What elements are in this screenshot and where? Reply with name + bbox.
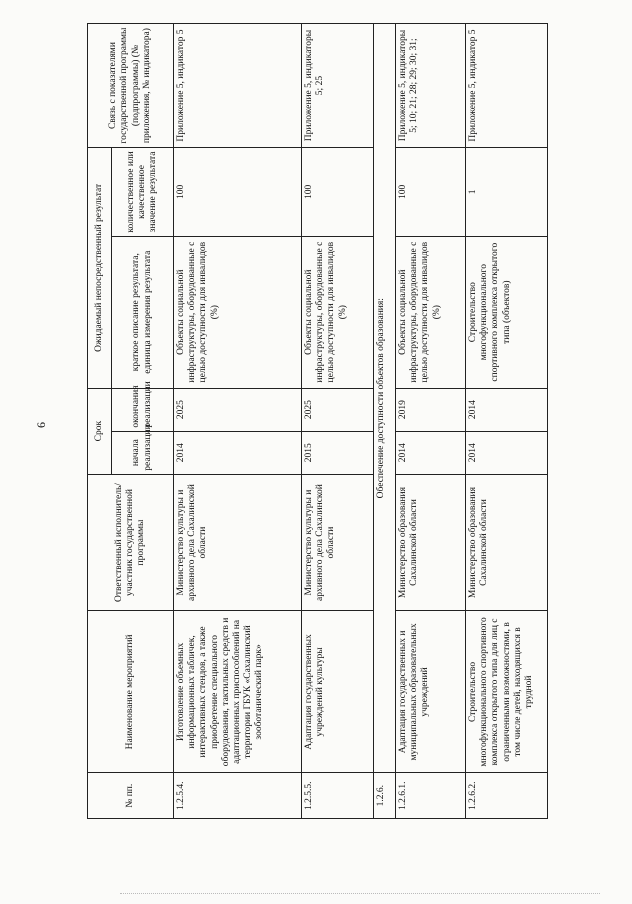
scan-edge-line — [120, 893, 600, 895]
table-row — [174, 24, 302, 819]
header-expected: Ожидаемый непосредственный результат — [88, 148, 112, 389]
row-end: 2019 — [396, 388, 466, 431]
row-value: 100 — [174, 148, 302, 237]
row-value: 1 — [466, 148, 548, 237]
row-name: Изготовление объемных информационных табличек, интерактивных стендов, а также приобретение специального оборудования, тактильных средств и адаптационных приспособлений на территории ГБУК «Сахалинский зооботанический парк» — [174, 611, 302, 773]
row-num: 1.2.6.2. — [466, 773, 548, 819]
row-executor: Министерство образования Сахалинской области — [396, 474, 466, 611]
row-executor: Министерство образования Сахалинской области — [466, 474, 548, 611]
measures-table — [87, 23, 548, 819]
row-link: Приложение 5, индикаторы 5; 10; 21; 28; 29; 30; 31; — [396, 24, 466, 148]
header-expected-desc: краткое описание результата, единица измерения результата — [112, 236, 174, 388]
row-num: 1.2.5.5. — [302, 773, 374, 819]
row-start: 2014 — [396, 431, 466, 474]
row-end: 2025 — [302, 388, 374, 431]
row-name: Адаптация государственных учреждений культуры — [302, 611, 374, 773]
row-value: 100 — [396, 148, 466, 237]
header-term: Срок — [88, 388, 112, 474]
table-row — [396, 24, 466, 819]
row-start: 2014 — [174, 431, 302, 474]
table-row — [302, 24, 374, 819]
row-name: Адаптация государственных и муниципальных образовательных учреждений — [396, 611, 466, 773]
row-executor: Министерство культуры и архивного дела Сахалинской области — [302, 474, 374, 611]
row-link: Приложение 5, индикатор 5 — [466, 24, 548, 148]
row-name: Строительство многофункционального спортивного комплекса открытого типа для лиц с ограниченными возможностями, в том числе детей, находящихся в трудной — [466, 611, 548, 773]
row-start: 2014 — [466, 431, 548, 474]
header-name: Наименование мероприятий — [88, 611, 174, 773]
table-row — [466, 24, 548, 819]
row-desc: Объекты социальной инфраструктуры, оборудованные с целью доступности для инвалидов (%) — [396, 236, 466, 388]
row-desc: Объекты социальной инфраструктуры, оборудованные с целью доступности для инвалидов (%) — [174, 236, 302, 388]
row-end: 2025 — [174, 388, 302, 431]
header-link: Связь с показателями государственной программы (подпрограммы) (№ приложения, № индикатора) — [88, 24, 174, 148]
header-expected-value: количественное или качественное значение результата — [112, 148, 174, 237]
section-num: 1.2.6. — [374, 773, 396, 819]
row-end: 2014 — [466, 388, 548, 431]
row-start: 2015 — [302, 431, 374, 474]
row-num: 1.2.6.1. — [396, 773, 466, 819]
row-executor: Министерство культуры и архивного дела Сахалинской области — [174, 474, 302, 611]
section-row — [374, 24, 396, 819]
row-link: Приложение 5, индикатор 5 — [174, 24, 302, 148]
header-term-start: начала реализации — [112, 431, 174, 474]
page-number: 6 — [34, 422, 48, 428]
row-num: 1.2.5.4. — [174, 773, 302, 819]
row-desc: Объекты социальной инфраструктуры, оборудованные с целью доступности для инвалидов (%) — [302, 236, 374, 388]
section-title: Обеспечение доступности объектов образования: — [374, 24, 396, 773]
row-value: 100 — [302, 148, 374, 237]
header-num: № пп. — [88, 773, 174, 819]
row-desc: Строительство многофункционального спортивного комплекса открытого типа (объектов) — [466, 236, 548, 388]
header-term-end: окончания реализации — [112, 388, 174, 431]
header-executor: Ответственный исполнитель/участник государственной программы — [88, 474, 174, 611]
row-link: Приложение 5, индикаторы 5; 25 — [302, 24, 374, 148]
